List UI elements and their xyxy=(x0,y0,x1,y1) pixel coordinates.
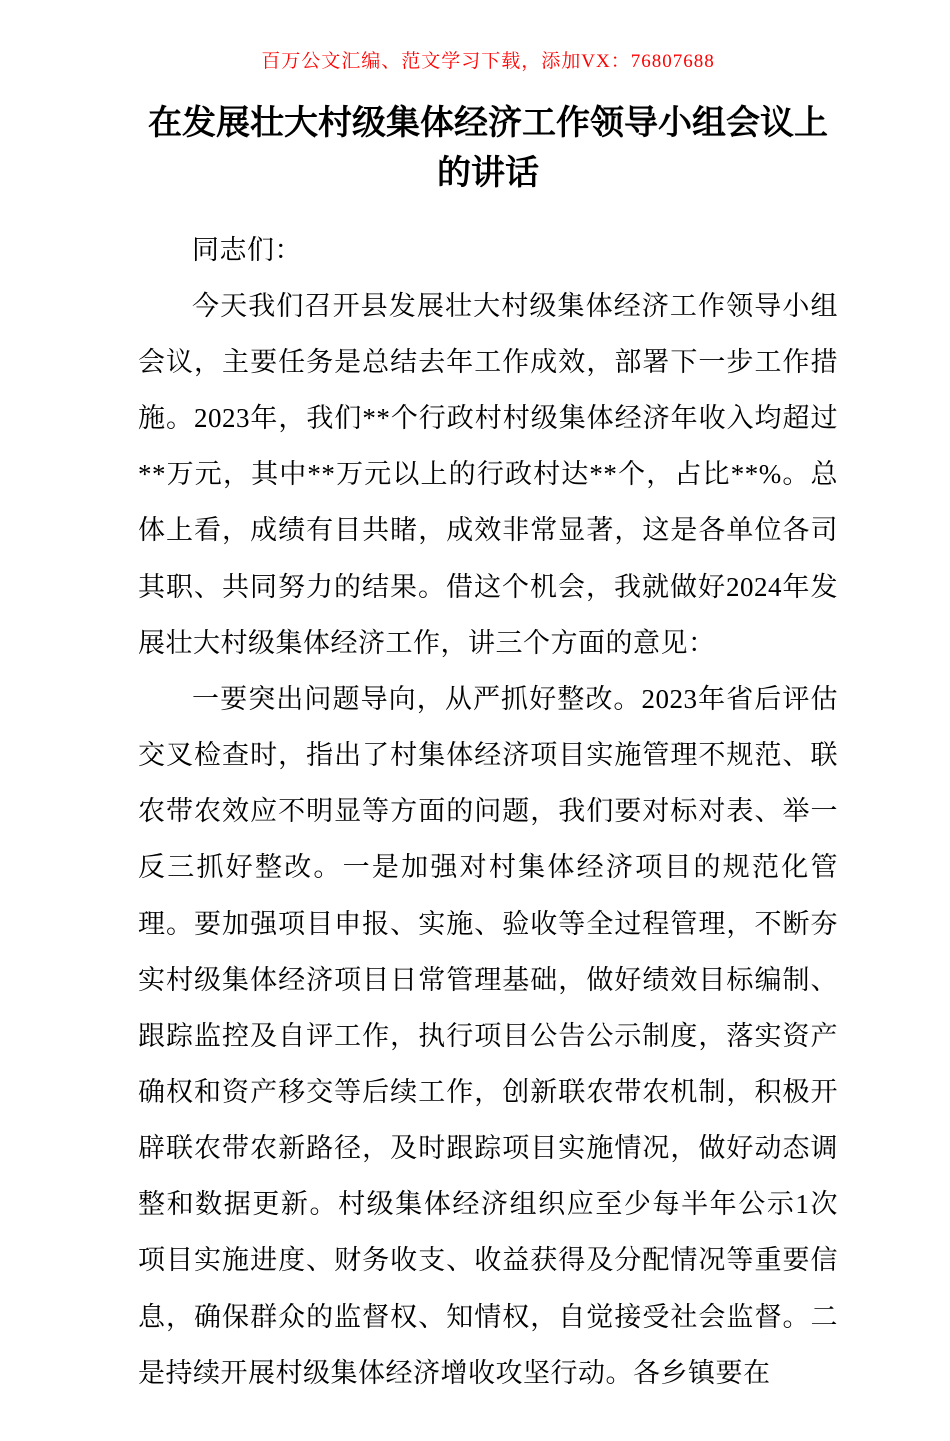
paragraph-body: 一要突出问题导向，从严抓好整改。2023年省后评估交叉检查时，指出了村集体经济项目实施管理不规范、联农带农效应不明显等方面的问题，我们要对标对表、举一反三抓好整改。一是加强对村集体经济项目的规范化管理。要加强项目申报、实施、验收等全过程管理，不断夯实村级集体经济项目日常管理基础，做好绩效目标编制、跟踪监控及自评工作，执行项目公告公示制度，落实资产确权和资产移交等后续工作，创新联农带农机制，积极开辟联农带农新路径，及时跟踪项目实施情况，做好动态调整和数据更新。村级集体经济组织应至少每半年公示1次项目实施进度、财务收支、收益获得及分配情况等重要信息，确保群众的监督权、知情权，自觉接受社会监督。二是持续开展村级集体经济增收攻坚行动。各乡镇要在 xyxy=(138,683,838,1388)
paragraph-intro: 今天我们召开县发展壮大村级集体经济工作领导小组会议，主要任务是总结去年工作成效，部署下一步工作措施。2023年，我们**个行政村村级集体经济年收入均超过**万元，其中**万元以上的行政村达**个，占比**%。总体上看，成绩有目共睹，成效非常显著，这是各单位各司其职、共同努力的结果。借这个机会，我就做好2024年发展壮大村级集体经济工作，讲三个方面的意见： xyxy=(138,290,838,658)
document-title: 在发展壮大村级集体经济工作领导小组会议上的讲话 xyxy=(148,105,828,193)
paragraph-salutation: 同志们： xyxy=(192,234,302,265)
promo-banner-text: 百万公文汇编、范文学习下载，添加VX：76807688 xyxy=(261,51,715,72)
